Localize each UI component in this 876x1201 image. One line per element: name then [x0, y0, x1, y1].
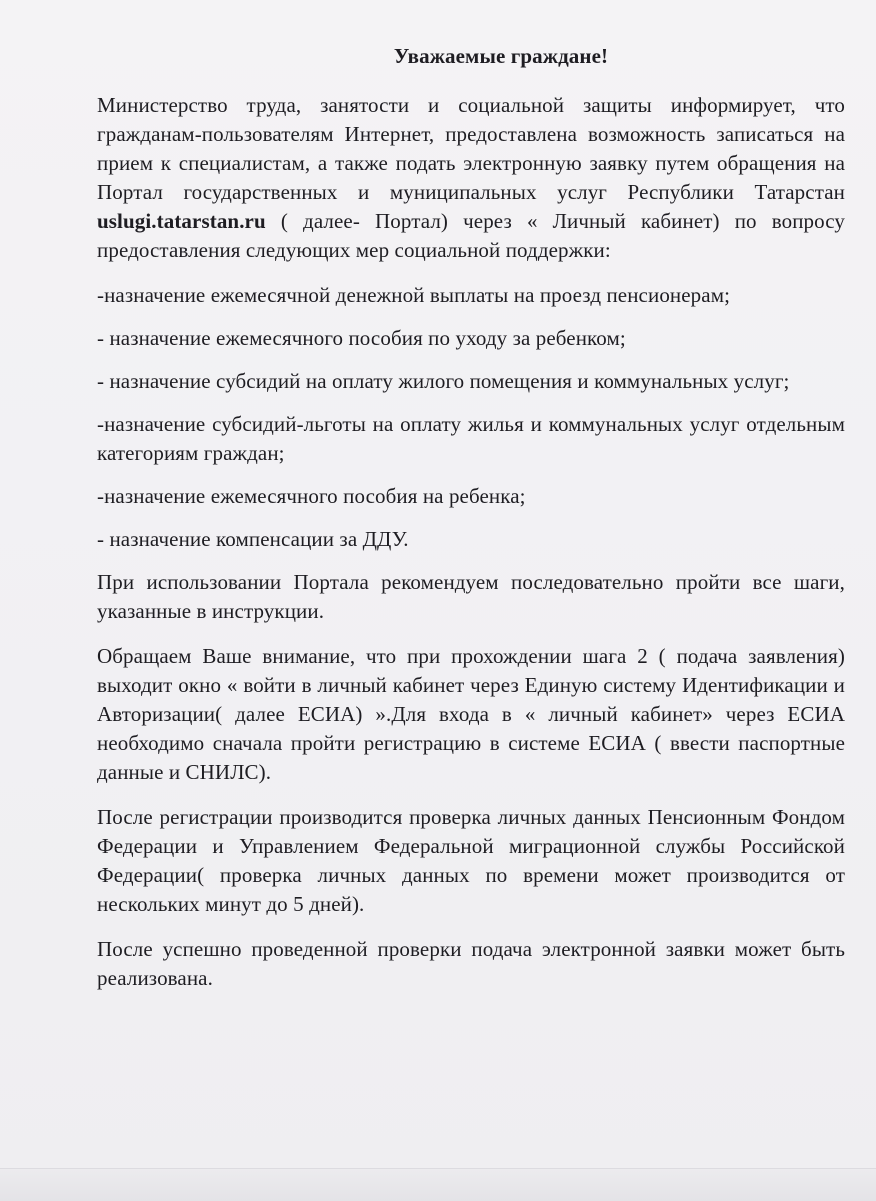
verification-paragraph: После регистрации производится проверка личных данных Пенсионным Фондом Федерации и Управлением Федеральной миграционной службы Российской Федерации( проверка личных данных по времени может производится от нескольких минут до 5 дней). [97, 805, 845, 916]
instruction-paragraph: При использовании Портала рекомендуем последовательно пройти все шаги, указанные в инструкции. [97, 570, 845, 623]
measure-item: - назначение ежемесячного пособия по уходу за ребенком; [97, 326, 626, 350]
document-body [97, 42, 845, 1009]
conclusion-paragraph: После успешно проведенной проверки подача электронной заявки может быть реализована. [97, 937, 845, 990]
portal-address: uslugi.tatarstan.ru [97, 209, 266, 233]
measure-item: -назначение субсидий-льготы на оплату жилья и коммунальных услуг отдельным категориям граждан; [97, 412, 845, 465]
document-title: Уважаемые граждане! [393, 44, 609, 68]
measure-item: - назначение субсидий на оплату жилого помещения и коммунальных услуг; [97, 369, 790, 393]
page-bottom-edge [0, 1168, 876, 1201]
intro-text-start: Министерство труда, занятости и социальной защиты информирует, что гражданам-пользователям Интернет, предоставлена возможность записаться на прием к специалистам, а также подать электронную заявку путем обращения на Портал государственных и муниципальных услуг Республики Татарстан [97, 93, 845, 204]
esia-notice-paragraph: Обращаем Ваше внимание, что при прохождении шага 2 ( подача заявления) выходит окно « войти в личный кабинет через Единую систему Идентификации и Авторизации( далее ЕСИА) ».Для входа в « личный кабинет» через ЕСИА необходимо сначала пройти регистрацию в системе ЕСИА ( ввести паспортные данные и СНИЛС). [97, 644, 845, 784]
measure-item: -назначение ежемесячного пособия на ребенка; [97, 484, 526, 508]
intro-text-end: ( далее- Портал) через « Личный кабинет) по вопросу предоставления следующих мер социальной поддержки: [97, 209, 845, 262]
intro-paragraph [97, 91, 845, 265]
measure-item: - назначение компенсации за ДДУ. [97, 527, 409, 551]
measure-item: -назначение ежемесячной денежной выплаты на проезд пенсионерам; [97, 283, 731, 307]
